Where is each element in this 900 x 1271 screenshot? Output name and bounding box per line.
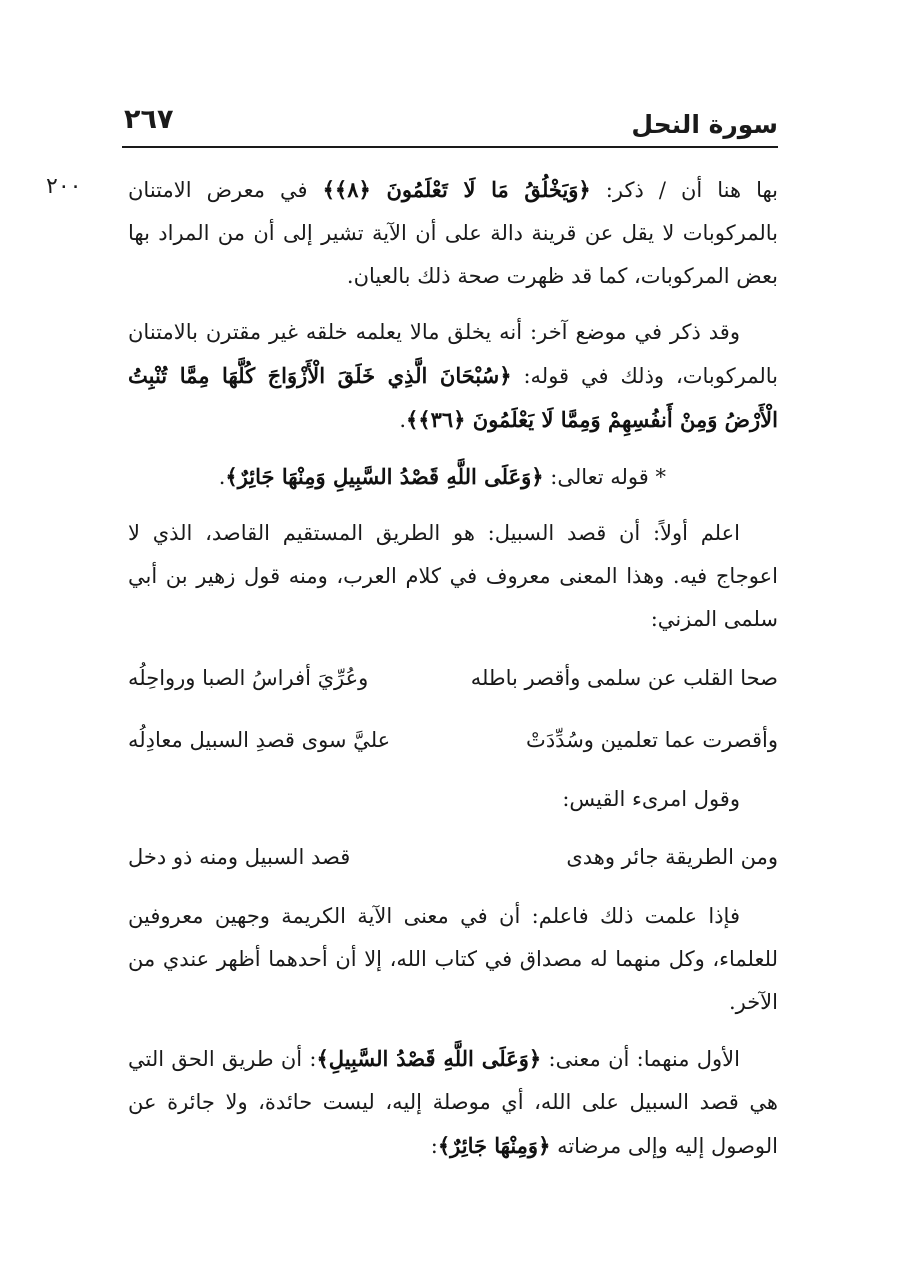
- verse-heading-text-a: * قوله تعالى:: [543, 465, 666, 489]
- verse-heading: [128, 455, 778, 499]
- body-text: [128, 168, 778, 1181]
- page-number: ٢٦٧: [124, 104, 174, 135]
- running-head-title: سورة النحل: [631, 110, 778, 139]
- paragraph-2: [128, 311, 778, 442]
- poem-hemistich-first: وأقصرت عما تعلمين وسُدِّدَتْ: [526, 728, 778, 752]
- paragraph-1: [128, 168, 778, 298]
- paragraph-6: [128, 1037, 778, 1168]
- page-header: [122, 100, 778, 148]
- paragraph-6-text-a: الأول منهما: أن معنى:: [541, 1047, 740, 1071]
- quran-quote: ﴿وَمِنْهَا جَائِرٌ﴾: [437, 1133, 551, 1158]
- paragraph-6-text-c: :: [430, 1134, 438, 1158]
- poem-line: [128, 716, 778, 764]
- poem-hemistich-first: ومن الطريقة جائر وهدى: [566, 845, 778, 869]
- poem-hemistich-second: وعُرِّيَ أفراسُ الصبا ورواحِلُه: [128, 666, 369, 690]
- quran-quote: ﴿وَيَخْلُقُ مَا لَا تَعْلَمُونَ ﴿٨﴾﴾: [322, 177, 591, 202]
- poem-line: [128, 833, 778, 881]
- poem-line: [128, 654, 778, 702]
- paragraph-2-text-a: وقد ذكر في موضع آخر: أنه يخلق مالا يعلمه خلقه غير مقترن بالامتنان بالمركوبات، وذلك في قوله:: [128, 320, 778, 388]
- paragraph-4: وقول امرىء القيس:: [562, 787, 740, 811]
- paragraph-6-text-b: : أن طريق الحق التي هي قصد السبيل على الله، أي موصلة إليه، ليست حائدة، ولا جائرة عن الوصول إليه وإلى مرضاته: [128, 1047, 778, 1158]
- margin-reference-number: ٢٠٠: [46, 174, 82, 199]
- quran-quote: ﴿سُبْحَانَ الَّذِي خَلَقَ الْأَزْوَاجَ كُلَّهَا مِمَّا تُنْبِتُ الْأَرْضُ وَمِنْ أَنفُسِهِمْ وَمِمَّا لَا يَعْلَمُونَ ﴿٣٦﴾﴾: [128, 363, 778, 432]
- poem-hemistich-second: عليَّ سوى قصدِ السبيل معادِلُه: [128, 728, 391, 752]
- paragraph-1-text-b: في معرض الامتنان بالمركوبات لا يقل عن قرينة دالة على أن الآية تشير إلى أن من المراد بها بعض المركوبات، كما قد ظهرت صحة ذلك بالعيان.: [128, 178, 778, 288]
- quran-quote: ﴿وَعَلَى اللَّهِ قَصْدُ السَّبِيلِ وَمِنْهَا جَائِرٌ﴾: [225, 464, 544, 489]
- paragraph-1-text-a: بها هنا أن / ذكر:: [590, 178, 779, 202]
- verse-heading-text-b: .: [218, 465, 226, 489]
- quran-quote: ﴿وَعَلَى اللَّهِ قَصْدُ السَّبِيلِ﴾: [316, 1046, 542, 1071]
- paragraph-2-text-b: .: [399, 408, 406, 432]
- paragraph-3: اعلم أولاً: أن قصد السبيل: هو الطريق المستقيم القاصد، الذي لا اعوجاج فيه. وهذا المعنى معروف في كلام العرب، ومنه قول زهير بن أبي سلمى المزني:: [128, 521, 778, 631]
- poem-hemistich-first: صحا القلب عن سلمى وأقصر باطله: [470, 666, 778, 690]
- poem-hemistich-second: قصد السبيل ومنه ذو دخل: [128, 845, 351, 869]
- paragraph-5: فإذا علمت ذلك فاعلم: أن في معنى الآية الكريمة وجهين معروفين للعلماء، وكل منهما له مصداق في كتاب الله، إلا أن أحدهما أظهر عندي من الآخر.: [128, 904, 778, 1014]
